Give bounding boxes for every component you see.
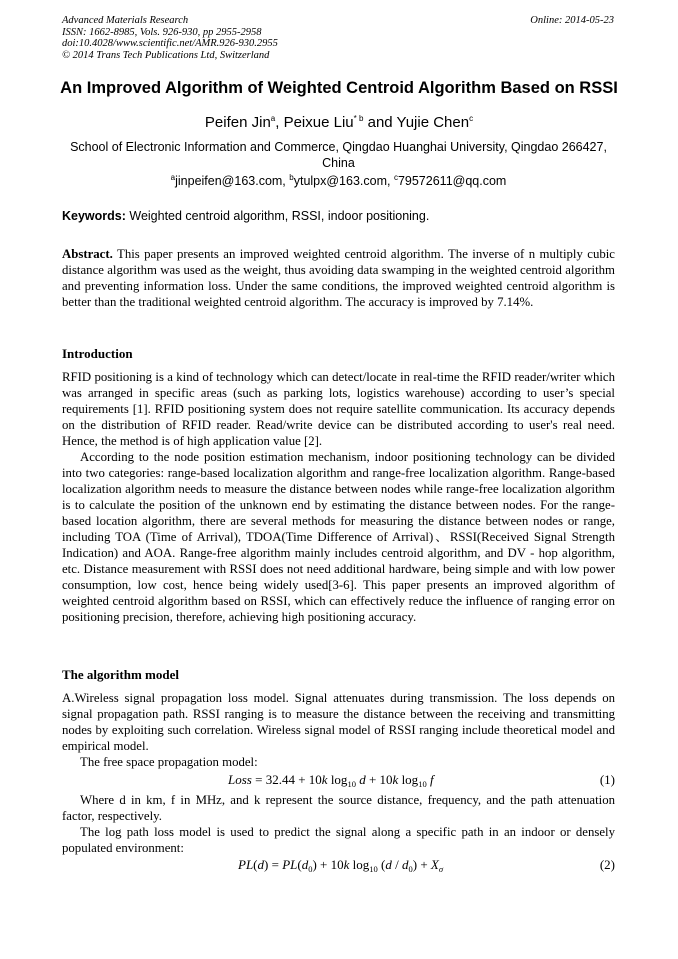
author-separator: ,	[275, 114, 284, 131]
author-name: Yujie Chen	[396, 114, 470, 131]
abstract-text: This paper presents an improved weighted centroid algorithm. The inverse of n multiply cubic distance algorithm was used as the weight, thus avoiding data swamping in the weighted centroid algorithm and preventing information loss. Under the same conditions, the improved weighted centroid algorithm is better than the traditional weighted centroid algorithm. The accuracy is improved by 7.14%.	[62, 247, 615, 309]
journal-header	[62, 15, 278, 61]
email-mark: a	[170, 172, 176, 182]
keywords-text: Weighted centroid algorithm, RSSI, indoor positioning.	[125, 209, 430, 223]
paper-title: An Improved Algorithm of Weighted Centroid Algorithm Based on RSSI	[60, 79, 618, 97]
online-date: Online: 2014-05-23	[530, 15, 614, 26]
algorithm-model-body	[62, 690, 615, 770]
keywords	[62, 209, 615, 223]
email-link[interactable]: ytulpx@163.com,	[293, 174, 394, 188]
equation-2	[62, 857, 615, 875]
author-name: Peifen Jin	[204, 114, 271, 131]
email-list	[62, 174, 615, 188]
equation-body: $PL(d) = PL(d_0) + 10k$ $\log_{10} (d / d_0) + X_\sigma$	[238, 857, 444, 874]
keywords-label: Keywords:	[62, 209, 126, 223]
copyright-line: © 2014 Trans Tech Publications Ltd, Switzerland	[62, 49, 270, 61]
equation-1	[62, 772, 615, 790]
affiliation: School of Electronic Information and Commerce, Qingdao Huanghai University, Qingdao 266427, China	[70, 140, 607, 170]
abstract-label: Abstract.	[62, 247, 113, 261]
author-separator: and	[363, 114, 397, 131]
author-mark: * b	[353, 114, 364, 123]
email-mark: c	[393, 172, 398, 182]
introduction-body	[62, 369, 615, 625]
equation-number: (2)	[599, 857, 615, 872]
doi-line[interactable]: doi:10.4028/www.scientific.net/AMR.926-930.2955	[62, 38, 278, 50]
paragraph: RFID positioning is a kind of technology which can detect/locate in real-time the RFID reader/writer which was arranged in specific areas (such as parking lots, logistics warehouse) according to user’s special requirements [1]. RFID positioning system does not require satellite communication. Its accuracy depends on the distribution of RFID reader. Read/write device can be distributed according to user's real need. Hence, the method is of high application value [2].	[62, 370, 615, 448]
equation-explanation	[62, 792, 615, 824]
equation-number: (1)	[599, 772, 615, 787]
issn-line: ISSN: 1662-8985, Vols. 926-930, pp 2955-2958	[62, 26, 262, 38]
section-heading-introduction: Introduction	[62, 346, 133, 361]
log-path-intro	[62, 824, 615, 856]
email-mark: b	[289, 172, 294, 182]
paragraph: Where d in km, f in MHz, and k represent the source distance, frequency, and the path attenuation factor, respectively.	[62, 793, 615, 823]
section-heading-algorithm-model: The algorithm model	[62, 667, 179, 682]
author-name: Peixue Liu	[283, 114, 354, 131]
abstract	[62, 246, 615, 310]
email-link[interactable]: 79572611@qq.com	[397, 174, 507, 188]
equation-body: Loss = 32.44 + 10k $\log_{10} d + 10k$ $\log_{10} f$	[228, 772, 434, 789]
paragraph: According to the node position estimation mechanism, indoor positioning technology can be divided into two categories: range-based localization algorithm and range-free localization algorithm. Range-based localization algorithm needs to measure the distance between nodes while range-free localization algorithm is to calculate the position of the unknown end by estimating the distance between nodes. For the range-based location algorithm, there are several methods for measuring the distance between nodes or range, including TOA (Time of Arrival), TDOA(Time Difference of Arrival)、RSSI(Received Signal Strength Indication) and AOA. Range-free algorithm mainly includes centroid algorithm, and DV - hop algorithm, etc. Distance measurement with RSSI does not need additional hardware, being simple and with low power consumption, low cost, hence being widely used[3-6]. This paper presents an improved algorithm of weighted centroid algorithm based on RSSI, which can effectively reduce the influence of ranging error on positioning precision, therefore, achieving high positioning accuracy.	[62, 450, 615, 624]
paragraph: The log path loss model is used to predict the signal along a specific path in an indoor or densely populated environment:	[62, 825, 615, 855]
paragraph: The free space propagation model:	[80, 755, 258, 769]
journal-name: Advanced Materials Research	[62, 15, 189, 26]
author-list	[40, 114, 638, 131]
email-link[interactable]: jinpeifen@163.com,	[175, 174, 290, 188]
author-mark: a	[270, 114, 276, 123]
author-mark: c	[469, 114, 474, 123]
paragraph: A.Wireless signal propagation loss model. Signal attenuates during transmission. The loss depends on signal propagation path. RSSI ranging is to measure the distance between the receiving and transmitting nodes by exploiting such correlation. Wireless signal model of RSSI ranging include theoretical model and empirical model.	[62, 691, 615, 753]
